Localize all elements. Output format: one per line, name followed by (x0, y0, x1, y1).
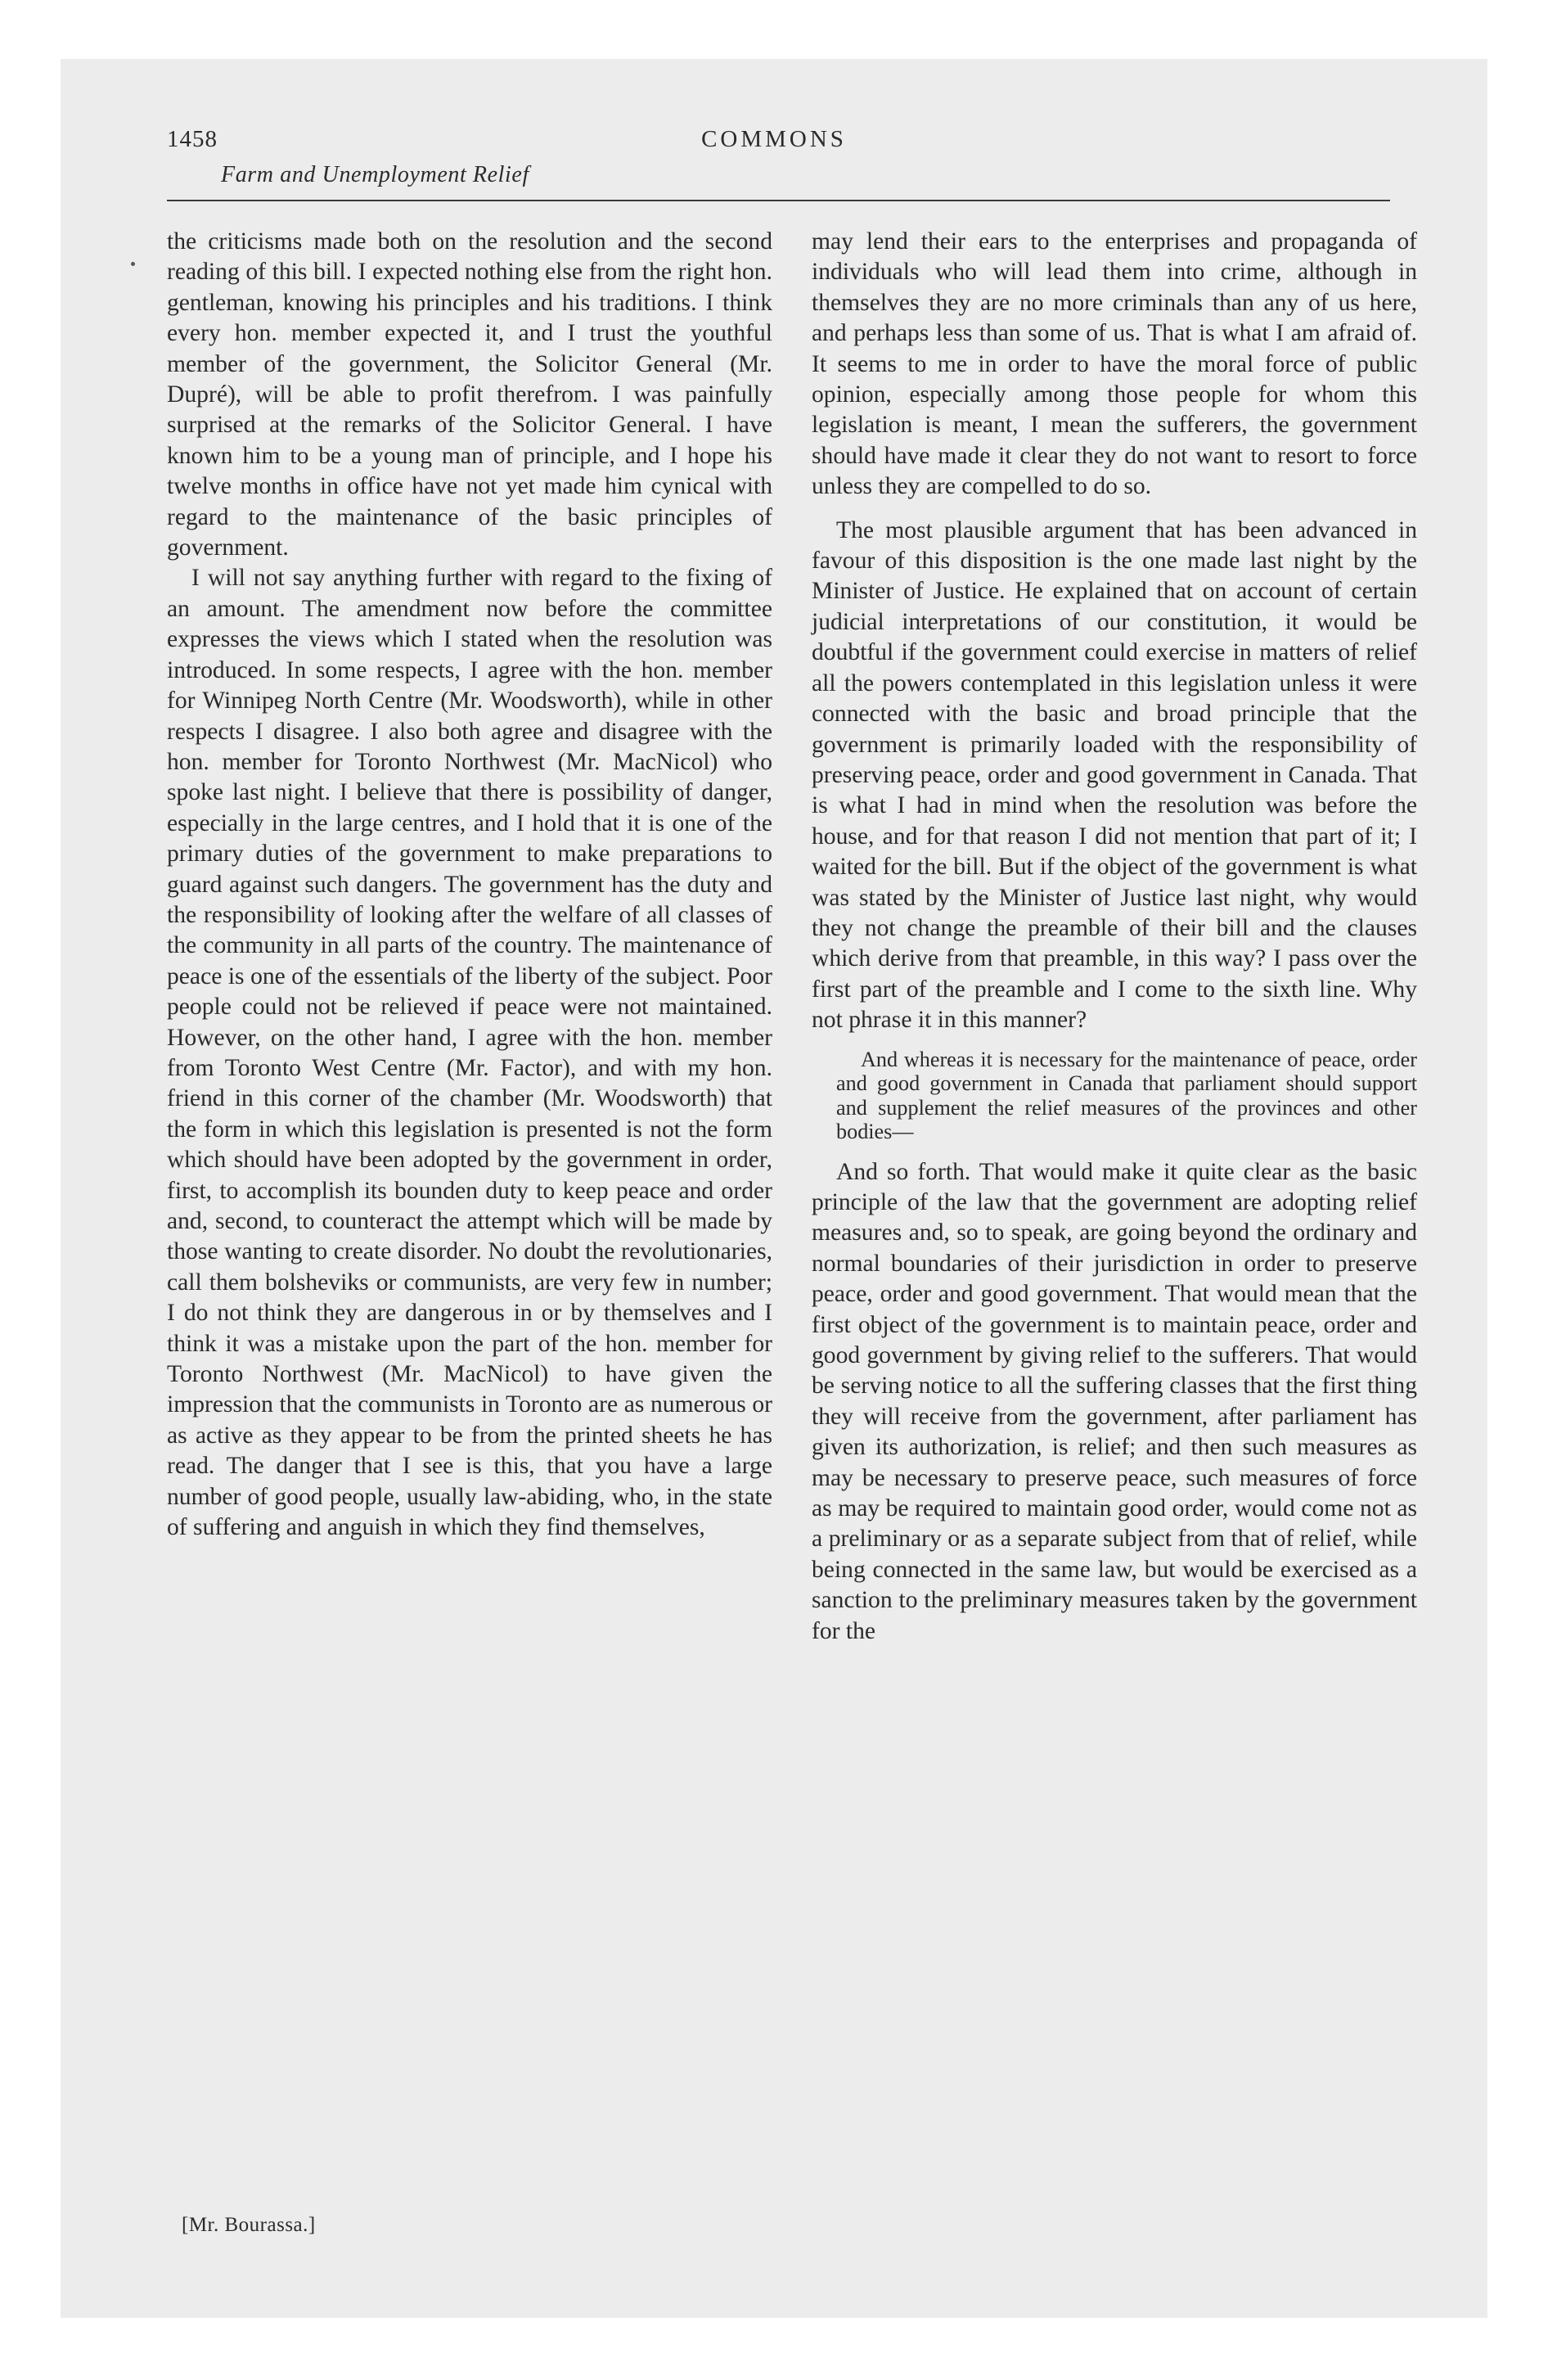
right-paragraph-1: may lend their ears to the enterprises and propaganda of individuals who will lead them into crime, although in themselves they are no more criminals than any of us here, and perhaps less than some of us. That is what I am afraid of. It seems to me in order to have the moral force of public opinion, especially among those people for whom this legislation is meant, I mean the sufferers, the government should have made it clear they do not want to resort to force unless they are compelled to do so. (812, 228, 1417, 500)
left-paragraph-2: I will not say anything further with regard to the fixing of an amount. The amendment now before the committee expresses the views which I stated when the resolution was introduced. In some respects, I agree with the hon. member for Winnipeg North Centre (Mr. Woodsworth), while in other respects I disagree. I also both agree and disagree with the hon. member for Toronto Northwest (Mr. MacNicol) who spoke last night. I believe that there is possibility of danger, especially in the large centres, and I hold that it is one of the primary duties of the government to make preparations to guard against such dangers. The government has the duty and the responsibility of looking after the welfare of all classes of the community in all parts of the country. The maintenance of peace is one of the essentials of the liberty of the subject. Poor people could not be relieved if peace were not maintained. However, on the other hand, I agree with the hon. member from Toronto West Centre (Mr. Factor), and with my hon. friend in this corner of the chamber (Mr. Woodsworth) that the form in which this legislation is presented is not the form which should have been adopted by the government in order, first, to accomplish its bounden duty to keep peace and order and, second, to counteract the attempt which will be made by those wanting to create disorder. No doubt the revolutionaries, call them bolsheviks or communists, are very few in number; I do not think they are dangerous in or by themselves and I think it was a mistake upon the part of the hon. member for Toronto Northwest (Mr. MacNicol) to have given the impression that the communists in Toronto are as numerous or as active as they appear to be from the printed sheets he has read. The danger that I see is this, that you have a large number of good people, usually law-abiding, who, in the state of suffering and anguish in which they find themselves, (167, 565, 772, 1541)
preamble-quote (812, 1048, 1417, 1144)
running-head: COMMONS (701, 126, 847, 152)
preamble-quote-text: And whereas it is necessary for the maintenance of peace, order and good government in Canada that parliament should support and supplement the relief measures of the provinces and other bodies— (836, 1047, 1417, 1144)
speaker-note: [Mr. Bourassa.] (182, 2214, 316, 2236)
print-speck (131, 262, 135, 266)
left-paragraph-1: the criticisms made both on the resolution and the second reading of this bill. I expected nothing else from the right hon. gentleman, knowing his principles and his traditions. I think every hon. member expected it, and I trust the youthful member of the government, the Solicitor General (Mr. Dupré), will be able to profit therefrom. I was painfully surprised at the remarks of the Solicitor General. I have known him to be a young man of principle, and I hope his twelve months in office have not yet made him cynical with regard to the maintenance of the basic principles of government. (167, 228, 772, 561)
left-column (167, 227, 772, 1543)
section-head: Farm and Unemployment Relief (221, 162, 529, 187)
page-number: 1458 (167, 126, 218, 152)
right-paragraph-2: The most plausible argument that has been advanced in favour of this disposition is the one made last night by the Minister of Justice. He explained that on account of certain judicial interpretations of our constitution, it would be doubtful if the government could exercise in matters of relief all the powers contemplated in this legislation unless it were connected with the basic and broad principle that the government is primarily loaded with the responsibility of preserving peace, order and good government in Canada. That is what I had in mind when the resolution was before the house, and for that reason I did not mention that part of it; I waited for the bill. But if the object of the government is what was stated by the Minister of Justice last night, why would they not change the preamble of their bill and the clauses which derive from that preamble, in this way? I pass over the first part of the preamble and I come to the sixth line. Why not phrase it in this manner? (812, 516, 1417, 1034)
right-column (812, 227, 1417, 1647)
right-paragraph-3: And so forth. That would make it quite clear as the basic principle of the law that the government are adopting relief measures and, so to speak, are going beyond the ordinary and normal boundaries of their jurisdiction in order to preserve peace, order and good government. That would mean that the first object of the government is to maintain peace, order and good government by giving relief to the sufferers. That would be serving notice to all the suffering classes that the first thing they will receive from the government, after parliament has given its authorization, is relief; and then such measures as may be necessary to preserve peace, such measures of force as may be required to maintain good order, would come not as a preliminary or as a separate subject from that of relief, while being connected in the same law, but would be exercised as a sanction to the preliminary measures taken by the government for the (812, 1158, 1417, 1644)
header-rule (167, 200, 1390, 201)
scanned-page (61, 59, 1487, 2318)
